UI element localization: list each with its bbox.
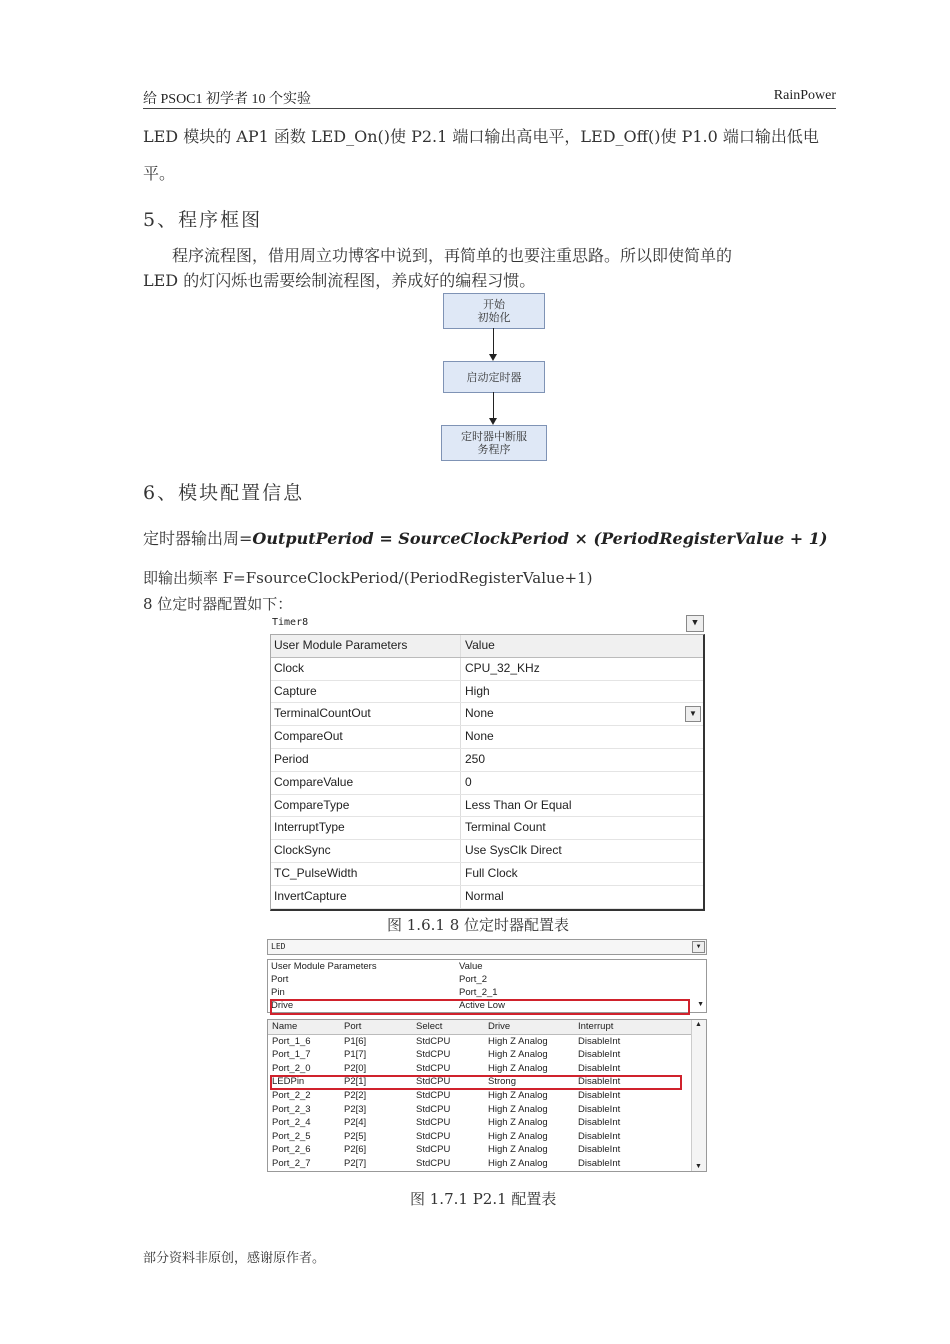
param-name: Drive [271,1000,294,1011]
flow-arrow-1 [489,354,497,361]
table-row[interactable] [271,817,703,840]
port-interrupt[interactable]: DisableInt [578,1130,621,1142]
table-row[interactable] [271,795,703,818]
param-name: InterruptType [271,817,461,839]
table-row[interactable] [268,1130,706,1144]
port-name: Port_2_5 [272,1130,311,1142]
led-config-panel [267,939,707,1172]
port-header-select: Select [416,1021,443,1032]
intro-line-1: LED 模块的 AP1 函数 LED_On()使 P2.1 端口输出高电平，LED_Off()使 P1.0 端口输出低电 [143,127,819,146]
formula-line [143,526,827,549]
port-select[interactable]: StdCPU [416,1144,451,1156]
timer8-config-panel [270,614,705,911]
port-name: Port_2_6 [272,1144,311,1156]
flow-isr-label-1: 定时器中断服 [461,430,527,443]
chevron-down-icon[interactable]: ▼ [697,1001,704,1008]
formula-prefix: 定时器输出周= [143,529,253,548]
led-param-table [267,959,707,1013]
param-name: TC_PulseWidth [271,863,461,885]
section-6-title: 6、模块配置信息 [143,482,305,504]
port-select[interactable]: StdCPU [416,1089,451,1101]
port-drive[interactable]: High Z Analog [488,1089,548,1101]
port-drive[interactable]: High Z Analog [488,1144,548,1156]
port-pin: P2[0] [344,1062,367,1074]
chevron-down-icon[interactable]: ▼ [686,615,704,632]
param-name: CompareValue [271,772,461,794]
port-interrupt[interactable]: DisableInt [578,1089,621,1101]
port-table-scrollbar[interactable] [691,1020,706,1171]
flow-connector-1 [493,328,494,354]
param-value[interactable]: None [465,729,494,744]
port-pin: P1[6] [344,1035,367,1047]
led-param-header-name: User Module Parameters [271,961,377,972]
port-drive[interactable]: High Z Analog [488,1117,548,1129]
port-name: Port_2_0 [272,1062,311,1074]
param-value[interactable]: Port_2 [459,974,487,985]
section-5-line-1: 程序流程图，借用周立功博客中说到，再简单的也要注重思路。所以即使简单的 [172,246,733,265]
section-5-title: 5、程序框图 [143,209,263,231]
table-row[interactable] [268,986,706,999]
intro-line-2: 平。 [143,164,176,183]
port-interrupt[interactable]: DisableInt [578,1157,621,1169]
timer-intro-line: 8 位定时器配置如下： [143,595,293,613]
flow-isr-box [441,425,547,461]
table-row[interactable] [271,840,703,863]
table-row[interactable] [268,1048,706,1062]
port-interrupt[interactable]: DisableInt [578,1103,621,1115]
port-header-row [268,1020,706,1035]
table-row[interactable] [268,1103,706,1117]
port-select[interactable]: StdCPU [416,1049,451,1061]
timer8-header-row [271,635,703,658]
param-name: TerminalCountOut [271,703,461,725]
table-row[interactable] [268,1062,706,1076]
param-value: None [465,706,494,721]
flow-timer-start-box [443,361,545,393]
param-name: Capture [271,681,461,703]
port-pin: P1[7] [344,1049,367,1061]
port-pin: P2[2] [344,1089,367,1101]
param-name: InvertCapture [271,886,461,908]
table-row[interactable] [268,1157,706,1171]
port-drive[interactable]: High Z Analog [488,1035,548,1047]
port-name: Port_2_4 [272,1117,311,1129]
port-interrupt[interactable]: DisableInt [578,1117,621,1129]
port-interrupt[interactable]: DisableInt [578,1076,621,1088]
table-row[interactable] [268,1143,706,1157]
led-param-header [268,960,706,973]
table-row[interactable] [271,681,703,704]
header-right: RainPower [773,88,836,103]
port-select[interactable]: StdCPU [416,1103,451,1115]
freq-line: 即输出频率 F=FsourceClockPeriod/(PeriodRegisterValue+1) [143,569,593,587]
param-value[interactable]: Use SysClk Direct [465,843,562,858]
port-drive[interactable]: Strong [488,1076,516,1088]
led-caption: 图 1.7.1 P2.1 配置表 [410,1190,557,1208]
timer8-header-param: User Module Parameters [271,635,461,657]
param-name: CompareOut [271,726,461,748]
port-pin: P2[6] [344,1144,367,1156]
flow-isr-label-2: 务程序 [477,443,511,456]
led-module-select[interactable] [267,939,707,955]
port-drive[interactable]: High Z Analog [488,1103,548,1115]
footer-note: 部分资料非原创，感谢原作者。 [143,1251,326,1266]
param-value[interactable]: CPU_32_KHz [465,660,540,675]
port-select[interactable]: StdCPU [416,1062,451,1074]
table-row[interactable] [271,726,703,749]
port-pin: P2[5] [344,1130,367,1142]
table-row[interactable] [271,772,703,795]
flow-connector-2 [493,392,494,418]
table-row[interactable] [271,886,703,909]
param-value[interactable]: High [465,683,490,698]
port-pin: P2[4] [344,1117,367,1129]
param-name: ClockSync [271,840,461,862]
port-select[interactable]: StdCPU [416,1130,451,1142]
drive-highlight-box [270,999,690,1015]
scroll-up-icon[interactable]: ▲ [695,1021,702,1028]
table-row[interactable] [271,658,703,681]
port-pin: P2[7] [344,1157,367,1169]
port-name: Port_2_3 [272,1103,311,1115]
port-select[interactable]: StdCPU [416,1076,451,1088]
param-name: CompareType [271,795,461,817]
timer8-caption: 图 1.6.1 8 位定时器配置表 [387,916,570,934]
port-select[interactable]: StdCPU [416,1157,451,1169]
table-row[interactable] [271,703,703,726]
port-drive[interactable]: High Z Analog [488,1062,548,1074]
table-row[interactable] [268,973,706,986]
timer8-module-select[interactable] [270,614,705,634]
header-left: 给 PSOC1 初学者 10 个实验 [143,92,312,107]
param-value[interactable]: Full Clock [465,865,518,880]
port-name: Port_2_2 [272,1089,311,1101]
timer8-header-value: Value [465,638,495,652]
param-value[interactable]: Less Than Or Equal [465,797,572,812]
scroll-down-icon[interactable]: ▼ [695,1162,702,1170]
port-pin: P2[1] [344,1076,367,1088]
ledpin-highlight-box [270,1075,682,1090]
param-value[interactable]: Port_2_1 [459,987,498,998]
port-header-name: Name [272,1021,298,1032]
port-interrupt[interactable]: DisableInt [578,1062,621,1074]
port-interrupt[interactable]: DisableInt [578,1035,621,1047]
flow-init-label: 初始化 [477,311,511,324]
port-interrupt[interactable]: DisableInt [578,1049,621,1061]
port-interrupt[interactable]: DisableInt [578,1144,621,1156]
param-value[interactable]: Normal [465,888,504,903]
flow-timer-start-label: 启动定时器 [466,370,522,384]
table-row[interactable] [271,863,703,886]
port-name: Port_2_7 [272,1157,311,1169]
port-drive[interactable]: High Z Analog [488,1157,548,1169]
port-pin: P2[3] [344,1103,367,1115]
port-header-port: Port [344,1021,362,1032]
chevron-down-icon[interactable]: ▼ [685,706,701,722]
section-5-line-2: LED 的灯闪烁也需要绘制流程图，养成好的编程习惯。 [143,271,536,290]
port-drive[interactable]: High Z Analog [488,1130,548,1142]
port-name: LEDPin [272,1076,305,1088]
param-name: Period [271,749,461,771]
flow-start-label: 开始 [483,298,505,311]
formula-expression: OutputPeriod = SourceClockPeriod × (PeriodRegisterValue + 1) [252,529,828,548]
port-name: Port_1_6 [272,1035,311,1047]
port-drive[interactable]: High Z Analog [488,1049,548,1061]
table-row[interactable] [268,1089,706,1103]
led-title: LED [271,942,286,951]
flow-start-box [443,293,545,329]
param-value[interactable]: 250 [465,751,486,766]
timer8-param-table [270,634,705,911]
led-param-header-value: Value [459,961,483,972]
table-row[interactable] [271,749,703,772]
param-name: Pin [271,987,285,998]
port-select[interactable]: StdCPU [416,1035,451,1047]
param-value[interactable]: Terminal Count [465,820,546,835]
port-header-interrupt: Interrupt [578,1021,614,1032]
timer8-title: Timer8 [272,617,309,628]
chevron-down-icon[interactable]: ▼ [692,941,705,953]
table-row[interactable] [268,1035,706,1049]
port-select[interactable]: StdCPU [416,1117,451,1129]
port-header-drive: Drive [488,1021,511,1032]
param-value[interactable]: 0 [465,774,472,789]
param-value[interactable]: Active Low [459,1000,505,1011]
param-name: Clock [271,658,461,680]
flow-arrow-2 [489,418,497,425]
param-value-select[interactable] [461,703,703,725]
header-rule [143,108,836,109]
port-name: Port_1_7 [272,1049,311,1061]
param-name: Port [271,974,289,985]
led-port-table [267,1019,707,1172]
table-row[interactable] [268,1116,706,1130]
